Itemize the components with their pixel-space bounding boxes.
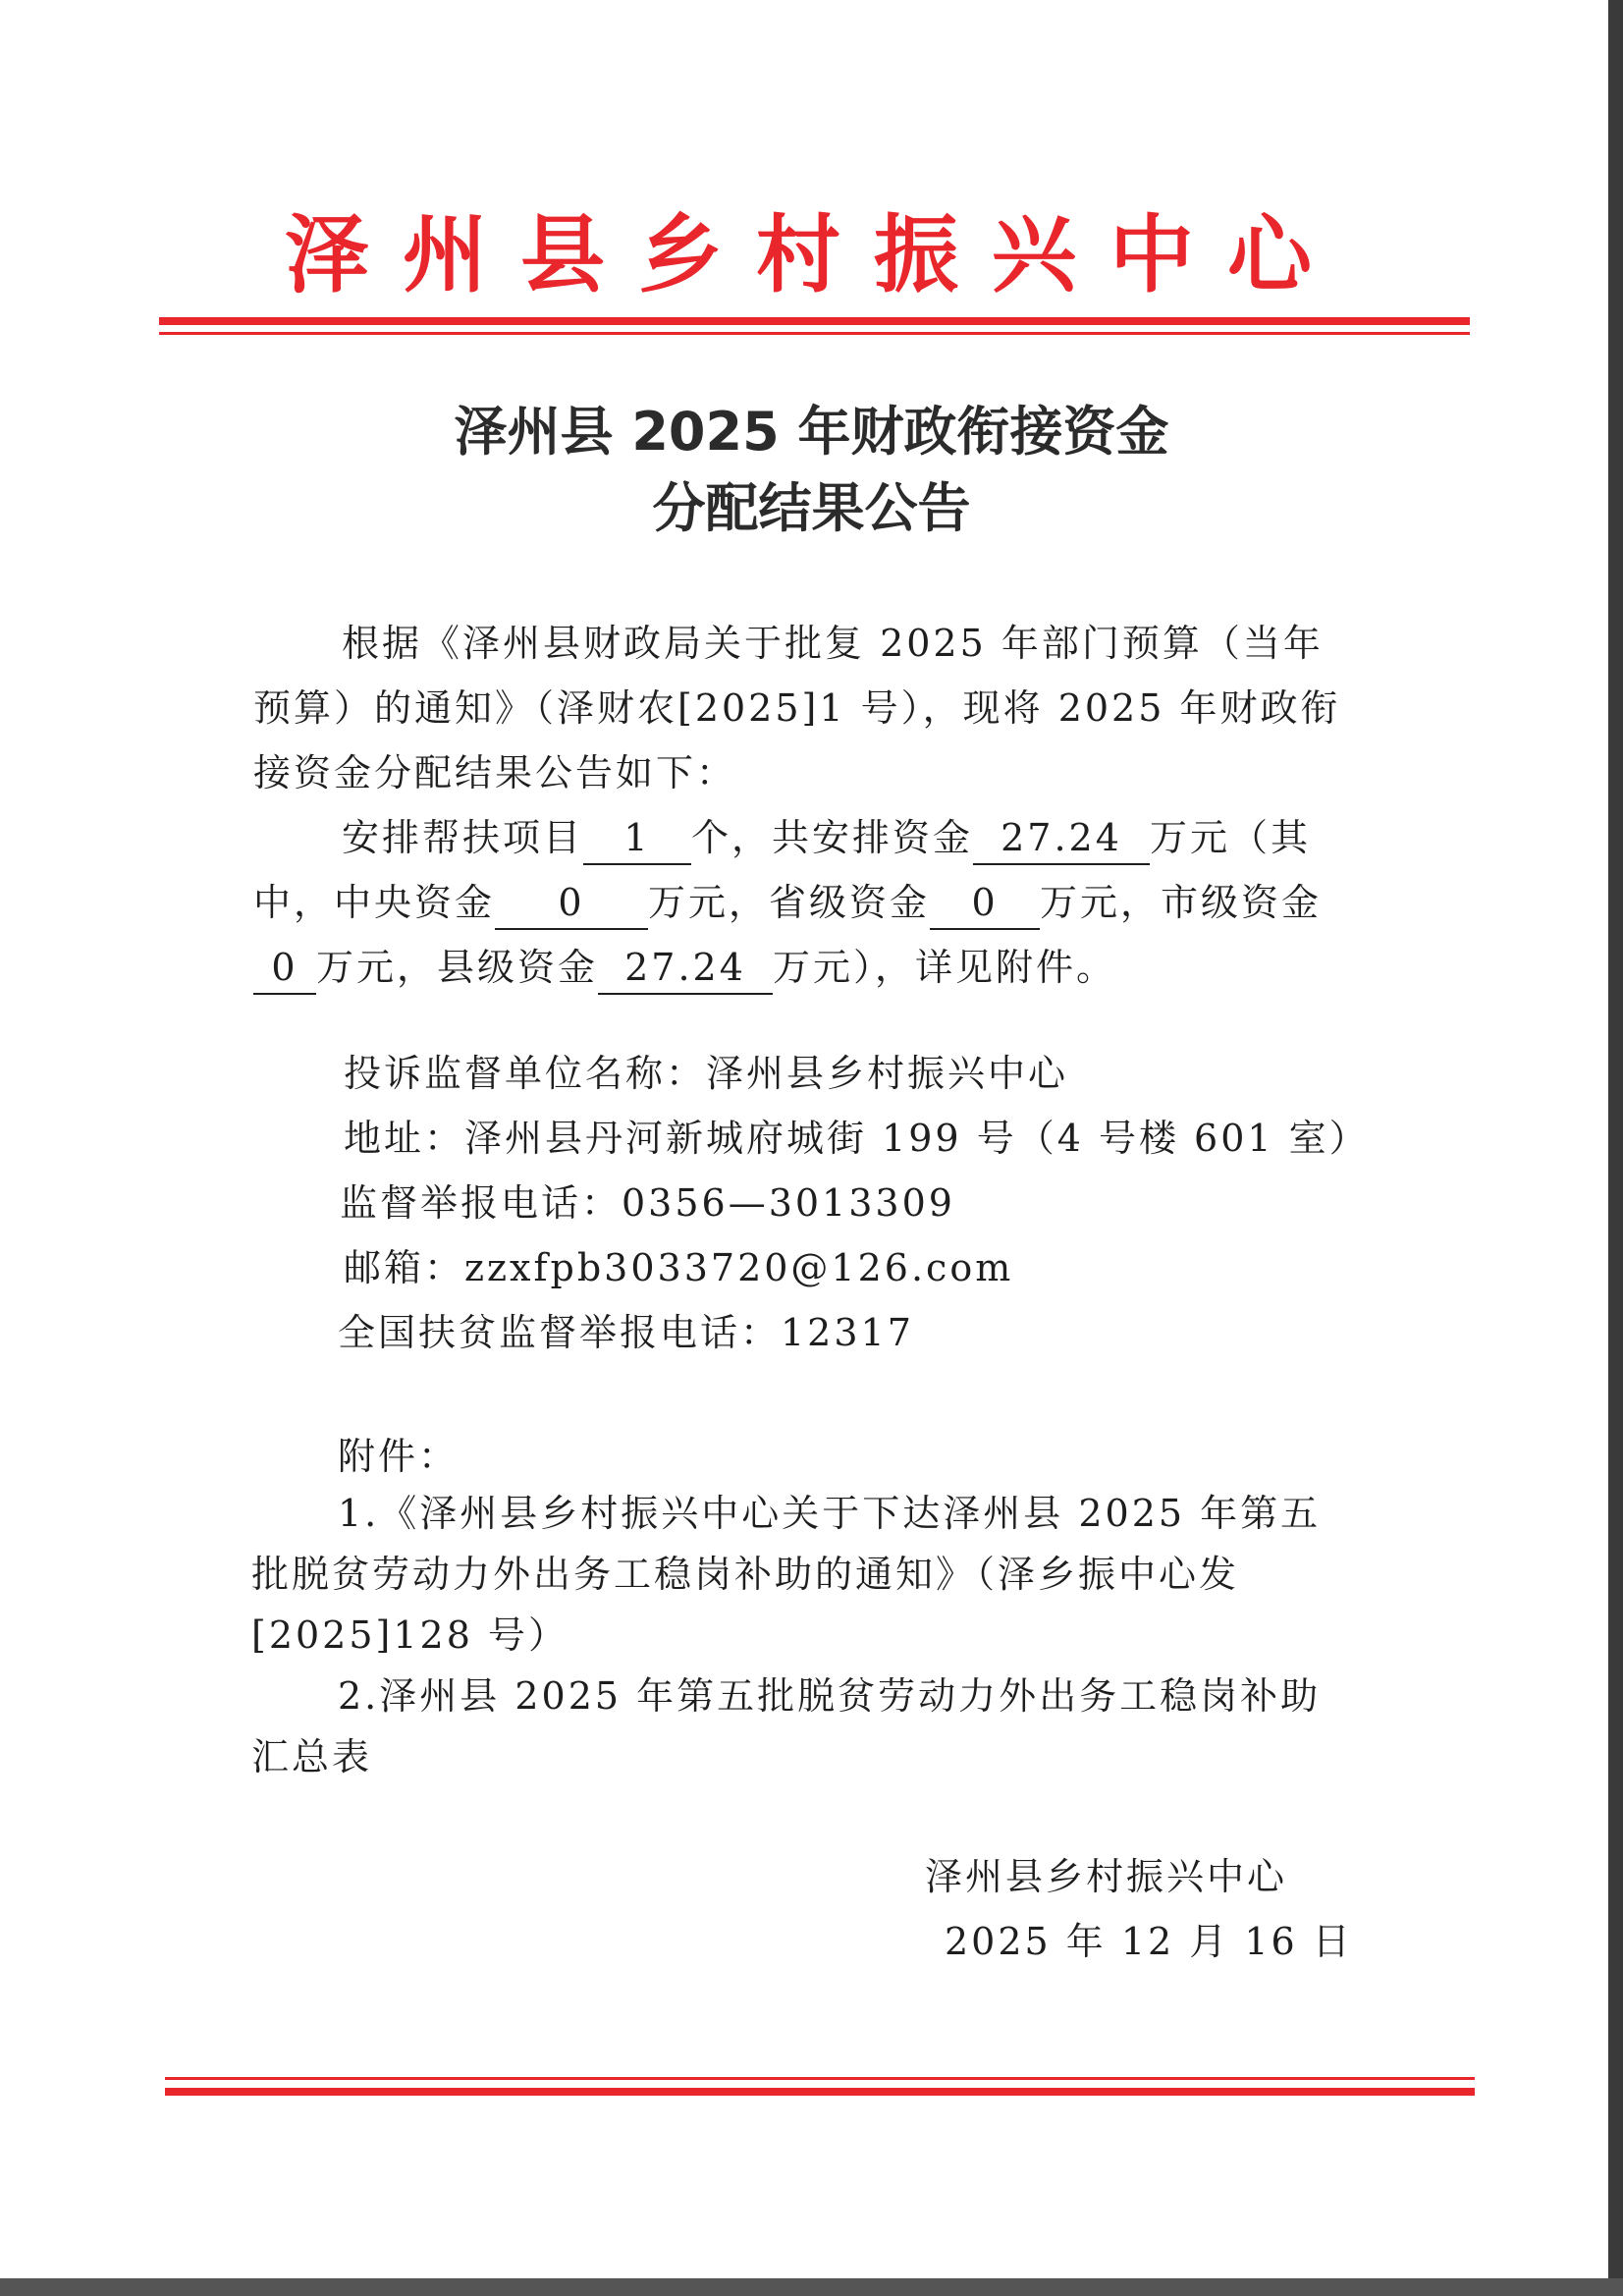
footer-rule-thick	[165, 2088, 1475, 2096]
funding-line-3	[253, 935, 1116, 1000]
letterhead-title: 泽州县乡村振兴中心	[285, 205, 1345, 304]
attachment-2-line2: 汇总表	[251, 1735, 373, 1778]
funding-text: 万元，省级资金	[648, 881, 931, 924]
provincial-funds-field: 0	[930, 877, 1040, 930]
signature-date: 2025 年 12 月 16 日	[945, 1920, 1353, 1963]
funding-text: 万元），详见附件。	[773, 946, 1117, 989]
municipal-funds-field: 0	[253, 942, 316, 995]
funding-text: 万元（其	[1150, 816, 1312, 859]
funding-line-1	[342, 805, 1311, 870]
supervising-unit: 投诉监督单位名称：泽州县乡村振兴中心	[344, 1052, 1069, 1095]
letterhead-rule-thin	[159, 332, 1470, 335]
central-funds-field: 0	[495, 877, 648, 930]
funding-line-2	[253, 870, 1322, 935]
scan-edge-bottom	[0, 2278, 1623, 2296]
county-funds-field: 27.24	[598, 942, 773, 995]
funding-text: 万元，县级资金	[316, 946, 599, 989]
total-funds-field: 27.24	[973, 812, 1150, 865]
attachments-heading: 附件：	[338, 1435, 460, 1478]
funding-text: 万元，市级资金	[1040, 881, 1323, 924]
address: 地址：泽州县丹河新城府城街 199 号（4 号楼 601 室）	[344, 1117, 1370, 1160]
signature-org: 泽州县乡村振兴中心	[925, 1855, 1288, 1898]
attachment-1-line2: 批脱贫劳动力外出务工稳岗补助的通知》（泽乡振中心发	[251, 1553, 1240, 1596]
document-title-line2: 分配结果公告	[652, 477, 971, 539]
scan-edge-right	[1608, 0, 1623, 2296]
letterhead-rule-thick	[159, 317, 1470, 325]
project-count-field: 1	[583, 812, 691, 865]
footer-rule-thin	[165, 2077, 1475, 2080]
report-phone: 监督举报电话：0356—3013309	[340, 1181, 955, 1225]
national-report-phone: 全国扶贫监督举报电话：12317	[338, 1311, 914, 1354]
funding-text: 个，共安排资金	[691, 816, 974, 859]
intro-line-3: 接资金分配结果公告如下：	[253, 751, 737, 794]
attachment-1-line1: 1.《泽州县乡村振兴中心关于下达泽州县 2025 年第五	[338, 1492, 1322, 1535]
intro-line-1: 根据《泽州县财政局关于批复 2025 年部门预算（当年	[342, 622, 1324, 665]
attachment-2-line1: 2.泽州县 2025 年第五批脱贫劳动力外出务工稳岗补助	[338, 1674, 1322, 1718]
email: 邮箱：zzxfpb3033720@126.com	[344, 1246, 1014, 1289]
funding-text: 中，中央资金	[253, 881, 496, 924]
intro-line-2: 预算）的通知》（泽财农[2025]1 号），现将 2025 年财政衔	[253, 686, 1341, 730]
funding-text: 安排帮扶项目	[342, 816, 584, 859]
attachment-1-line3: [2025]128 号）	[251, 1613, 568, 1657]
document-title-line1: 泽州县 2025 年财政衔接资金	[454, 401, 1169, 463]
